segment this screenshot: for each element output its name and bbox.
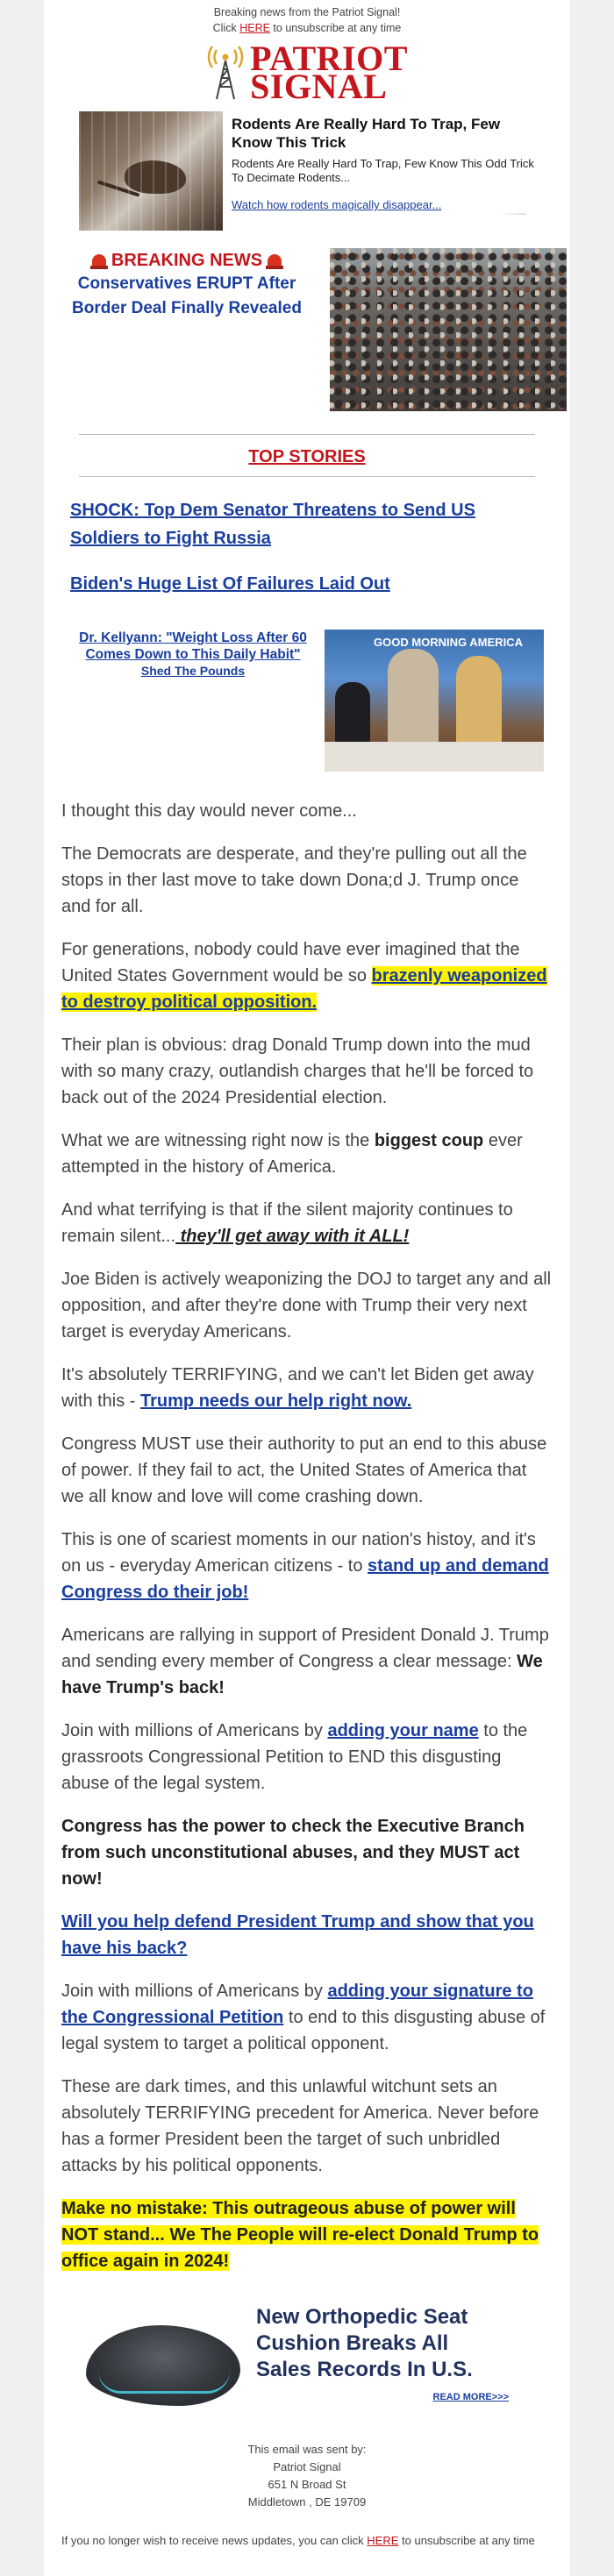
siren-icon [92,254,106,267]
get-away-link[interactable]: they'll get away with it ALL! [175,1227,410,1246]
breaking-headline-link[interactable]: Conservatives ERUPT After Border Deal Finally Revealed [72,274,302,317]
article-paragraph: The Democrats are desperate, and they're pulling out all the stops in ther last move to take down Dona;d J. Trump once and for all. [61,844,527,916]
logo-line-2: SIGNAL [250,67,388,106]
article-paragraph: Congress has the power to check the Executive Branch from such unconstitutional abuses, and they MUST act now! [61,1817,525,1889]
seat-cushion-ad[interactable] [79,2299,570,2430]
add-name-link[interactable]: adding your name [327,1721,479,1740]
defend-trump-link[interactable]: Will you help defend President Trump and show that you have his back? [61,1912,534,1958]
preheader [44,0,570,36]
stand-up-link[interactable]: stand up and demand Congress do their job! [61,1556,549,1602]
breaking-news-block [61,248,570,411]
rodent-trap-image[interactable] [79,111,223,231]
trump-needs-help-link[interactable]: Trump needs our help right now. [140,1391,412,1411]
article-paragraph: These are dark times, and this unlawful witchunt sets an absolutely TERRIFYING precedent for America. Never before has a former President been the target of such unbridled attacks by his political opponents. [61,2077,539,2175]
divider [79,434,535,435]
logo-line-1: PATRIOT [250,39,408,78]
weaponized-link[interactable]: brazenly weaponized to destroy political opposition. [61,966,547,1012]
divider [79,476,535,477]
article-paragraph: Join with millions of Americans by adding your name to the grassroots Congressional Petition to END this disgusting abuse of the legal system. [61,1721,528,1793]
preheader-breaking-text: Breaking news from the Patriot Signal! [213,6,401,18]
siren-icon [268,254,282,267]
footer-unsubscribe: If you no longer wish to receive news updates, you can click HERE to unsubscribe at any time [61,2534,535,2547]
top-story-link[interactable]: SHOCK: Top Dem Senator Threatens to Send US Soldiers to Fight Russia [70,501,475,548]
email-container [44,0,570,2576]
article-paragraph: It's absolutely TERRIFYING, and we can't let Biden get away with this - Trump needs our help right now. [61,1365,534,1411]
article-paragraph: Congress MUST use their authority to put an end to this abuse of power. If they fail to act, the United States of America that we all know and love will come crashing down. [61,1434,547,1506]
top-story-item[interactable] [70,496,544,552]
rodent-trap-ad[interactable] [79,111,535,231]
article-paragraph: Their plan is obvious: drag Donald Trump down into the mud with so many crazy, outlandish charges that he'll be forced to back out of the 2024 Presidential election. [61,1035,534,1107]
preheader-unsubscribe-line: Click HERE to unsubscribe at any time [212,22,402,34]
ad-headline[interactable]: Rodents Are Really Hard To Trap, Few Know This Trick [232,116,501,151]
border-crowd-image[interactable] [330,248,567,411]
article-paragraph [61,1909,553,1961]
top-story-link[interactable]: Biden's Huge List Of Failures Laid Out [70,574,390,594]
cushion-ad-headline[interactable]: New Orthopedic Seat Cushion Breaks All Sales Records In U.S. [256,2305,473,2381]
add-signature-link[interactable]: adding your signature to the Congressional Petition [61,1982,533,2027]
article-paragraph: Joe Biden is actively weaponizing the DOJ to target any and all opposition, and after they're done with Trump their very next target is everyday Americans. [61,1270,552,1341]
breaking-news-tag: BREAKING NEWS [61,250,312,271]
gma-badge-text: GOOD MORNING AMERICA [374,636,523,649]
read-more-link[interactable]: READ MORE>>> [432,2392,509,2402]
top-story-item[interactable] [70,570,544,598]
patriot-signal-logo[interactable] [44,38,570,108]
radio-tower-icon [206,45,245,101]
article-paragraph: This is one of scariest moments in our nation's histoy, and it's on us - everyday American citizens - to stand up and demand Congress do their job! [61,1530,549,1602]
ad-underline-divider [232,213,526,215]
article-body [61,798,553,2274]
seat-cushion-image[interactable] [79,2299,246,2430]
article-paragraph: Americans are rallying in support of President Donald J. Trump and sending every member of Congress a clear message: We have Trump's back! [61,1626,549,1697]
good-morning-america-image[interactable] [325,630,544,772]
preheader-unsubscribe-link[interactable]: HERE [239,22,270,34]
footer-address: This email was sent by: Patriot Signal 651 N Broad St Middletown , DE 19709 [247,2443,367,2508]
promo-title-link[interactable]: Dr. Kellyann: "Weight Loss After 60 Comes Down to This Daily Habit" [79,630,307,662]
article-paragraph: I thought this day would never come... [61,801,357,821]
article-paragraph: And what terrifying is that if the silent majority continues to remain silent... they'll get away with it ALL! [61,1200,513,1246]
article-paragraph: For generations, nobody could have ever imagined that the United States Government would be so brazenly weaponized to destroy political opposition. [61,940,547,1012]
article-paragraph: Join with millions of Americans by adding your signature to the Congressional Petition to end to this disgusting abuse of legal system to target a political opponent. [61,1982,546,2053]
article-paragraph: Make no mistake: This outrageous abuse of power will NOT stand... We The People will re-elect Donald Trump to office again in 2024! [61,2199,539,2271]
promo-sub-link[interactable]: Shed The Pounds [140,664,246,678]
article-paragraph: What we are witnessing right now is the biggest coup ever attempted in the history of America. [61,1131,523,1177]
ad-description: Rodents Are Really Hard To Trap, Few Know This Odd Trick To Decimate Rodents... [232,157,534,184]
footer-unsubscribe-link[interactable]: HERE [367,2534,399,2547]
top-stories-heading: TOP STORIES [248,447,366,466]
ad-watch-link[interactable]: Watch how rodents magically disappear... [232,198,442,211]
weight-loss-promo [70,630,570,772]
